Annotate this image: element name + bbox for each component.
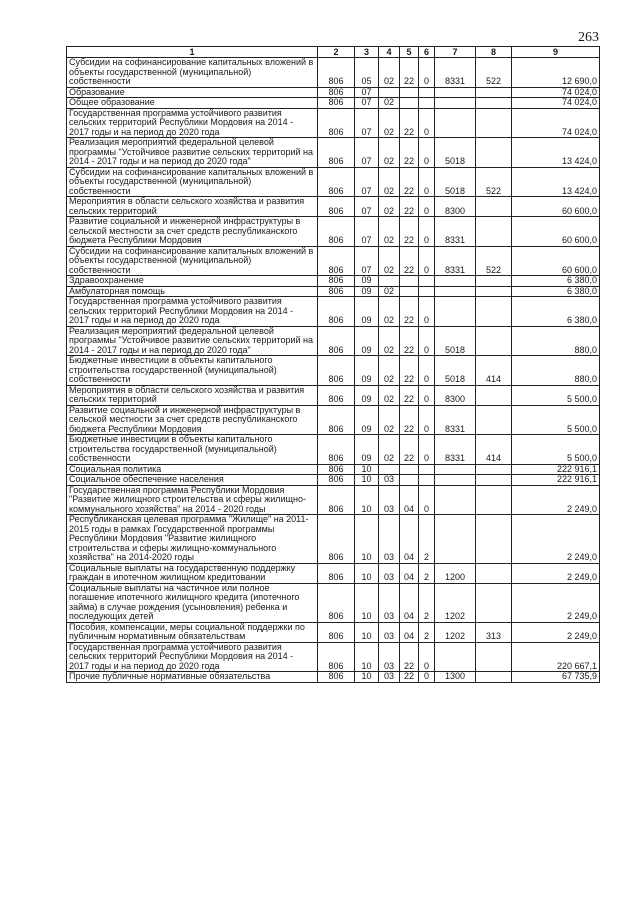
code-ministry-cell: 806 xyxy=(318,138,355,168)
code-program-cell: 22 xyxy=(400,246,419,276)
header-cell: 9 xyxy=(512,47,600,58)
code-expense-type-cell xyxy=(476,217,512,247)
code-program-cell: 22 xyxy=(400,138,419,168)
code-subprogram-cell: 0 xyxy=(419,108,435,138)
code-subsection-cell: 02 xyxy=(379,297,400,327)
item-name-cell: Мероприятия в области сельского хозяйства и развития сельских территорий xyxy=(67,385,318,405)
code-expense-type-cell: 522 xyxy=(476,58,512,88)
code-ministry-cell: 806 xyxy=(318,217,355,247)
code-subsection-cell: 02 xyxy=(379,167,400,197)
item-name-cell: Реализация мероприятий федеральной целевой программы "Устойчивое развитие сельских территорий на 2014 - 2017 годы и на период до 2020 года" xyxy=(67,326,318,356)
code-subsection-cell: 03 xyxy=(379,485,400,515)
header-cell: 5 xyxy=(400,47,419,58)
table-row xyxy=(67,642,600,672)
amount-cell: 2 249,0 xyxy=(512,515,600,564)
code-expense-type-cell xyxy=(476,297,512,327)
code-section-cell: 10 xyxy=(355,583,379,622)
code-ministry-cell: 806 xyxy=(318,385,355,405)
code-subprogram-cell: 0 xyxy=(419,485,435,515)
amount-cell: 880,0 xyxy=(512,356,600,386)
code-program-cell: 22 xyxy=(400,405,419,435)
table-row xyxy=(67,672,600,683)
code-expense-type-cell: 522 xyxy=(476,246,512,276)
table-row xyxy=(67,563,600,583)
item-name-cell: Общее образование xyxy=(67,98,318,109)
table-row xyxy=(67,515,600,564)
code-target-item-cell: 8331 xyxy=(435,405,476,435)
code-ministry-cell: 806 xyxy=(318,246,355,276)
table-row xyxy=(67,464,600,475)
code-expense-type-cell xyxy=(476,385,512,405)
code-target-item-cell: 1200 xyxy=(435,563,476,583)
item-name-cell: Социальные выплаты на государственную поддержку граждан в ипотечном жилищном кредитовании xyxy=(67,563,318,583)
code-section-cell: 10 xyxy=(355,485,379,515)
code-program-cell: 04 xyxy=(400,485,419,515)
code-expense-type-cell xyxy=(476,672,512,683)
code-section-cell: 10 xyxy=(355,672,379,683)
amount-cell: 60 600,0 xyxy=(512,197,600,217)
amount-cell: 6 380,0 xyxy=(512,297,600,327)
header-row xyxy=(67,47,600,58)
code-target-item-cell: 1202 xyxy=(435,583,476,622)
code-ministry-cell: 806 xyxy=(318,515,355,564)
header-cell: 1 xyxy=(67,47,318,58)
code-ministry-cell: 806 xyxy=(318,642,355,672)
item-name-cell: Пособия, компенсации, меры социальной поддержки по публичным нормативным обязательствам xyxy=(67,622,318,642)
code-subprogram-cell xyxy=(419,464,435,475)
code-subprogram-cell: 0 xyxy=(419,197,435,217)
code-ministry-cell: 806 xyxy=(318,672,355,683)
code-expense-type-cell xyxy=(476,475,512,486)
code-target-item-cell: 8331 xyxy=(435,217,476,247)
code-target-item-cell xyxy=(435,297,476,327)
code-target-item-cell xyxy=(435,87,476,98)
table-row xyxy=(67,622,600,642)
header-cell: 3 xyxy=(355,47,379,58)
code-subsection-cell xyxy=(379,87,400,98)
code-subsection-cell: 02 xyxy=(379,197,400,217)
code-program-cell: 22 xyxy=(400,356,419,386)
item-name-cell: Государственная программа устойчивого развития сельских территорий Республики Мордовия на 2014 - 2017 годы и на период до 2020 года xyxy=(67,642,318,672)
code-subprogram-cell: 0 xyxy=(419,217,435,247)
code-section-cell: 09 xyxy=(355,286,379,297)
code-subsection-cell: 02 xyxy=(379,108,400,138)
code-target-item-cell: 8300 xyxy=(435,197,476,217)
amount-cell: 222 916,1 xyxy=(512,464,600,475)
table-row xyxy=(67,138,600,168)
header-cell: 6 xyxy=(419,47,435,58)
code-target-item-cell: 1202 xyxy=(435,622,476,642)
code-expense-type-cell xyxy=(476,276,512,287)
code-target-item-cell xyxy=(435,276,476,287)
header-cell: 7 xyxy=(435,47,476,58)
code-program-cell xyxy=(400,98,419,109)
code-section-cell: 09 xyxy=(355,356,379,386)
item-name-cell: Социальное обеспечение населения xyxy=(67,475,318,486)
code-section-cell: 09 xyxy=(355,297,379,327)
amount-cell: 13 424,0 xyxy=(512,138,600,168)
code-program-cell: 22 xyxy=(400,642,419,672)
amount-cell: 60 600,0 xyxy=(512,217,600,247)
table-row xyxy=(67,297,600,327)
item-name-cell: Государственная программа устойчивого развития сельских территорий Республики Мордовия на 2014 - 2017 годы и на период до 2020 года xyxy=(67,108,318,138)
code-expense-type-cell xyxy=(476,98,512,109)
code-subprogram-cell: 0 xyxy=(419,385,435,405)
code-subprogram-cell: 0 xyxy=(419,138,435,168)
code-subsection-cell: 02 xyxy=(379,217,400,247)
code-section-cell: 07 xyxy=(355,98,379,109)
code-expense-type-cell xyxy=(476,464,512,475)
amount-cell: 74 024,0 xyxy=(512,108,600,138)
code-expense-type-cell: 414 xyxy=(476,356,512,386)
code-section-cell: 10 xyxy=(355,475,379,486)
code-section-cell: 10 xyxy=(355,563,379,583)
code-ministry-cell: 806 xyxy=(318,98,355,109)
item-name-cell: Субсидии на софинансирование капитальных вложений в объекты государственной (муниципальной) собственности xyxy=(67,167,318,197)
table-row xyxy=(67,385,600,405)
code-subsection-cell: 02 xyxy=(379,435,400,465)
code-program-cell: 04 xyxy=(400,622,419,642)
code-subprogram-cell xyxy=(419,87,435,98)
code-subsection-cell xyxy=(379,276,400,287)
amount-cell: 60 600,0 xyxy=(512,246,600,276)
code-expense-type-cell xyxy=(476,87,512,98)
code-subprogram-cell xyxy=(419,286,435,297)
code-section-cell: 09 xyxy=(355,435,379,465)
code-subprogram-cell xyxy=(419,276,435,287)
code-subsection-cell: 03 xyxy=(379,642,400,672)
code-subsection-cell: 03 xyxy=(379,515,400,564)
item-name-cell: Бюджетные инвестиции в объекты капитального строительства государственной (муниципальной) собственности xyxy=(67,435,318,465)
table-row xyxy=(67,435,600,465)
code-target-item-cell xyxy=(435,108,476,138)
code-target-item-cell xyxy=(435,475,476,486)
code-ministry-cell: 806 xyxy=(318,475,355,486)
code-program-cell xyxy=(400,87,419,98)
code-expense-type-cell xyxy=(476,286,512,297)
amount-cell: 2 249,0 xyxy=(512,563,600,583)
code-subsection-cell: 03 xyxy=(379,563,400,583)
code-program-cell: 04 xyxy=(400,515,419,564)
amount-cell: 5 500,0 xyxy=(512,435,600,465)
code-section-cell: 07 xyxy=(355,197,379,217)
table-row xyxy=(67,108,600,138)
table-row xyxy=(67,217,600,247)
code-program-cell: 22 xyxy=(400,297,419,327)
code-target-item-cell: 5018 xyxy=(435,326,476,356)
table-row xyxy=(67,167,600,197)
table-row xyxy=(67,475,600,486)
code-subprogram-cell: 0 xyxy=(419,326,435,356)
code-subprogram-cell: 2 xyxy=(419,583,435,622)
code-section-cell: 07 xyxy=(355,138,379,168)
code-program-cell: 22 xyxy=(400,435,419,465)
code-program-cell: 22 xyxy=(400,217,419,247)
item-name-cell: Субсидии на софинансирование капитальных вложений в объекты государственной (муниципальной) собственности xyxy=(67,246,318,276)
header-cell: 4 xyxy=(379,47,400,58)
code-program-cell xyxy=(400,276,419,287)
code-program-cell: 22 xyxy=(400,167,419,197)
code-subsection-cell: 03 xyxy=(379,622,400,642)
code-section-cell: 09 xyxy=(355,276,379,287)
page-number: 263 xyxy=(578,30,599,45)
code-ministry-cell: 806 xyxy=(318,197,355,217)
code-subprogram-cell: 2 xyxy=(419,622,435,642)
code-target-item-cell: 1300 xyxy=(435,672,476,683)
code-subsection-cell: 02 xyxy=(379,286,400,297)
code-ministry-cell: 806 xyxy=(318,435,355,465)
code-target-item-cell xyxy=(435,464,476,475)
code-ministry-cell: 806 xyxy=(318,297,355,327)
code-section-cell: 09 xyxy=(355,385,379,405)
code-program-cell xyxy=(400,464,419,475)
header-cell: 2 xyxy=(318,47,355,58)
code-ministry-cell: 806 xyxy=(318,276,355,287)
code-subprogram-cell: 2 xyxy=(419,515,435,564)
code-subsection-cell: 03 xyxy=(379,475,400,486)
item-name-cell: Развитие социальной и инженерной инфраструктуры в сельской местности за счет средств республиканского бюджета Республики Мордовия xyxy=(67,217,318,247)
table-row xyxy=(67,583,600,622)
table-row xyxy=(67,246,600,276)
code-expense-type-cell xyxy=(476,405,512,435)
code-subprogram-cell: 0 xyxy=(419,672,435,683)
code-section-cell: 07 xyxy=(355,108,379,138)
code-subsection-cell: 02 xyxy=(379,385,400,405)
code-ministry-cell: 806 xyxy=(318,326,355,356)
item-name-cell: Прочие публичные нормативные обязательства xyxy=(67,672,318,683)
code-ministry-cell: 806 xyxy=(318,405,355,435)
amount-cell: 2 249,0 xyxy=(512,583,600,622)
code-target-item-cell: 5018 xyxy=(435,138,476,168)
item-name-cell: Государственная программа Республики Мордовия "Развитие жилищного строительства и сферы жилищно-коммунального хозяйства" на 2014 - 2020 годы xyxy=(67,485,318,515)
code-target-item-cell xyxy=(435,515,476,564)
code-expense-type-cell: 414 xyxy=(476,435,512,465)
code-subprogram-cell: 0 xyxy=(419,297,435,327)
code-subprogram-cell xyxy=(419,475,435,486)
code-target-item-cell: 8331 xyxy=(435,246,476,276)
code-section-cell: 09 xyxy=(355,405,379,435)
item-name-cell: Республиканская целевая программа "Жилище" на 2011-2015 годы в рамках Государственной программы Республики Мордовия "Развитие жилищного строительства и сферы жилищно-коммунального хозяйства" на 2014-2020 годы xyxy=(67,515,318,564)
code-subsection-cell: 02 xyxy=(379,405,400,435)
code-expense-type-cell xyxy=(476,108,512,138)
code-ministry-cell: 806 xyxy=(318,622,355,642)
code-expense-type-cell: 313 xyxy=(476,622,512,642)
table-row xyxy=(67,356,600,386)
code-target-item-cell xyxy=(435,642,476,672)
code-subprogram-cell: 0 xyxy=(419,405,435,435)
amount-cell: 222 916,1 xyxy=(512,475,600,486)
code-subsection-cell xyxy=(379,464,400,475)
code-target-item-cell: 8331 xyxy=(435,58,476,88)
code-section-cell: 07 xyxy=(355,246,379,276)
code-expense-type-cell: 522 xyxy=(476,167,512,197)
code-subprogram-cell: 0 xyxy=(419,435,435,465)
amount-cell: 67 735,9 xyxy=(512,672,600,683)
code-program-cell: 22 xyxy=(400,108,419,138)
code-target-item-cell: 5018 xyxy=(435,356,476,386)
code-expense-type-cell xyxy=(476,515,512,564)
header-cell: 8 xyxy=(476,47,512,58)
code-expense-type-cell xyxy=(476,642,512,672)
amount-cell: 74 024,0 xyxy=(512,98,600,109)
code-expense-type-cell xyxy=(476,485,512,515)
code-section-cell: 09 xyxy=(355,326,379,356)
code-target-item-cell: 8331 xyxy=(435,435,476,465)
amount-cell: 2 249,0 xyxy=(512,622,600,642)
code-program-cell: 22 xyxy=(400,385,419,405)
code-program-cell: 22 xyxy=(400,326,419,356)
code-section-cell: 10 xyxy=(355,515,379,564)
code-ministry-cell: 806 xyxy=(318,286,355,297)
table-row xyxy=(67,485,600,515)
code-target-item-cell xyxy=(435,286,476,297)
code-expense-type-cell xyxy=(476,583,512,622)
code-subsection-cell: 02 xyxy=(379,58,400,88)
code-subprogram-cell: 0 xyxy=(419,642,435,672)
code-ministry-cell: 806 xyxy=(318,87,355,98)
code-target-item-cell xyxy=(435,98,476,109)
code-program-cell: 22 xyxy=(400,197,419,217)
code-program-cell: 22 xyxy=(400,58,419,88)
table-row xyxy=(67,326,600,356)
code-subsection-cell: 02 xyxy=(379,98,400,109)
code-expense-type-cell xyxy=(476,326,512,356)
code-target-item-cell: 8300 xyxy=(435,385,476,405)
table-row xyxy=(67,405,600,435)
amount-cell: 880,0 xyxy=(512,326,600,356)
code-target-item-cell: 5018 xyxy=(435,167,476,197)
code-subsection-cell: 02 xyxy=(379,246,400,276)
code-program-cell xyxy=(400,475,419,486)
amount-cell: 5 500,0 xyxy=(512,405,600,435)
table-row xyxy=(67,197,600,217)
code-program-cell: 04 xyxy=(400,583,419,622)
table-row xyxy=(67,286,600,297)
code-subprogram-cell: 0 xyxy=(419,356,435,386)
item-name-cell: Субсидии на софинансирование капитальных вложений в объекты государственной (муниципальной) собственности xyxy=(67,58,318,88)
table-row xyxy=(67,58,600,88)
item-name-cell: Образование xyxy=(67,87,318,98)
table-row xyxy=(67,276,600,287)
code-subsection-cell: 02 xyxy=(379,356,400,386)
item-name-cell: Реализация мероприятий федеральной целевой программы "Устойчивое развитие сельских территорий на 2014 - 2017 годы и на период до 2020 года" xyxy=(67,138,318,168)
item-name-cell: Государственная программа устойчивого развития сельских территорий Республики Мордовия на 2014 - 2017 годы и на период до 2020 года xyxy=(67,297,318,327)
code-subsection-cell: 03 xyxy=(379,672,400,683)
code-expense-type-cell xyxy=(476,197,512,217)
code-ministry-cell: 806 xyxy=(318,583,355,622)
code-section-cell: 07 xyxy=(355,217,379,247)
code-program-cell: 04 xyxy=(400,563,419,583)
item-name-cell: Социальная политика xyxy=(67,464,318,475)
code-subprogram-cell: 2 xyxy=(419,563,435,583)
code-ministry-cell: 806 xyxy=(318,356,355,386)
code-subprogram-cell: 0 xyxy=(419,246,435,276)
item-name-cell: Здравоохранение xyxy=(67,276,318,287)
code-ministry-cell: 806 xyxy=(318,167,355,197)
code-subsection-cell: 03 xyxy=(379,583,400,622)
amount-cell: 220 667,1 xyxy=(512,642,600,672)
amount-cell: 5 500,0 xyxy=(512,385,600,405)
code-subsection-cell: 02 xyxy=(379,138,400,168)
amount-cell: 2 249,0 xyxy=(512,485,600,515)
code-ministry-cell: 806 xyxy=(318,58,355,88)
code-subsection-cell: 02 xyxy=(379,326,400,356)
code-expense-type-cell xyxy=(476,563,512,583)
code-program-cell xyxy=(400,286,419,297)
item-name-cell: Амбулаторная помощь xyxy=(67,286,318,297)
code-section-cell: 07 xyxy=(355,87,379,98)
amount-cell: 13 424,0 xyxy=(512,167,600,197)
table-row xyxy=(67,98,600,109)
code-section-cell: 05 xyxy=(355,58,379,88)
code-ministry-cell: 806 xyxy=(318,108,355,138)
amount-cell: 6 380,0 xyxy=(512,286,600,297)
code-subprogram-cell: 0 xyxy=(419,58,435,88)
item-name-cell: Бюджетные инвестиции в объекты капитального строительства государственной (муниципальной) собственности xyxy=(67,356,318,386)
code-section-cell: 10 xyxy=(355,464,379,475)
code-ministry-cell: 806 xyxy=(318,464,355,475)
code-subprogram-cell: 0 xyxy=(419,167,435,197)
code-ministry-cell: 806 xyxy=(318,563,355,583)
code-program-cell: 22 xyxy=(400,672,419,683)
code-ministry-cell: 806 xyxy=(318,485,355,515)
item-name-cell: Мероприятия в области сельского хозяйства и развития сельских территорий xyxy=(67,197,318,217)
budget-table xyxy=(66,46,600,683)
code-target-item-cell xyxy=(435,485,476,515)
table-row xyxy=(67,87,600,98)
code-section-cell: 07 xyxy=(355,167,379,197)
item-name-cell: Социальные выплаты на частичное или полное погашение ипотечного жилищного кредита (ипотечного займа) в случае рождения (усыновления) ребенка и последующих детей xyxy=(67,583,318,622)
item-name-cell: Развитие социальной и инженерной инфраструктуры в сельской местности за счет средств республиканского бюджета Республики Мордовия xyxy=(67,405,318,435)
code-expense-type-cell xyxy=(476,138,512,168)
code-section-cell: 10 xyxy=(355,622,379,642)
amount-cell: 12 690,0 xyxy=(512,58,600,88)
amount-cell: 74 024,0 xyxy=(512,87,600,98)
code-section-cell: 10 xyxy=(355,642,379,672)
code-subprogram-cell xyxy=(419,98,435,109)
amount-cell: 6 380,0 xyxy=(512,276,600,287)
